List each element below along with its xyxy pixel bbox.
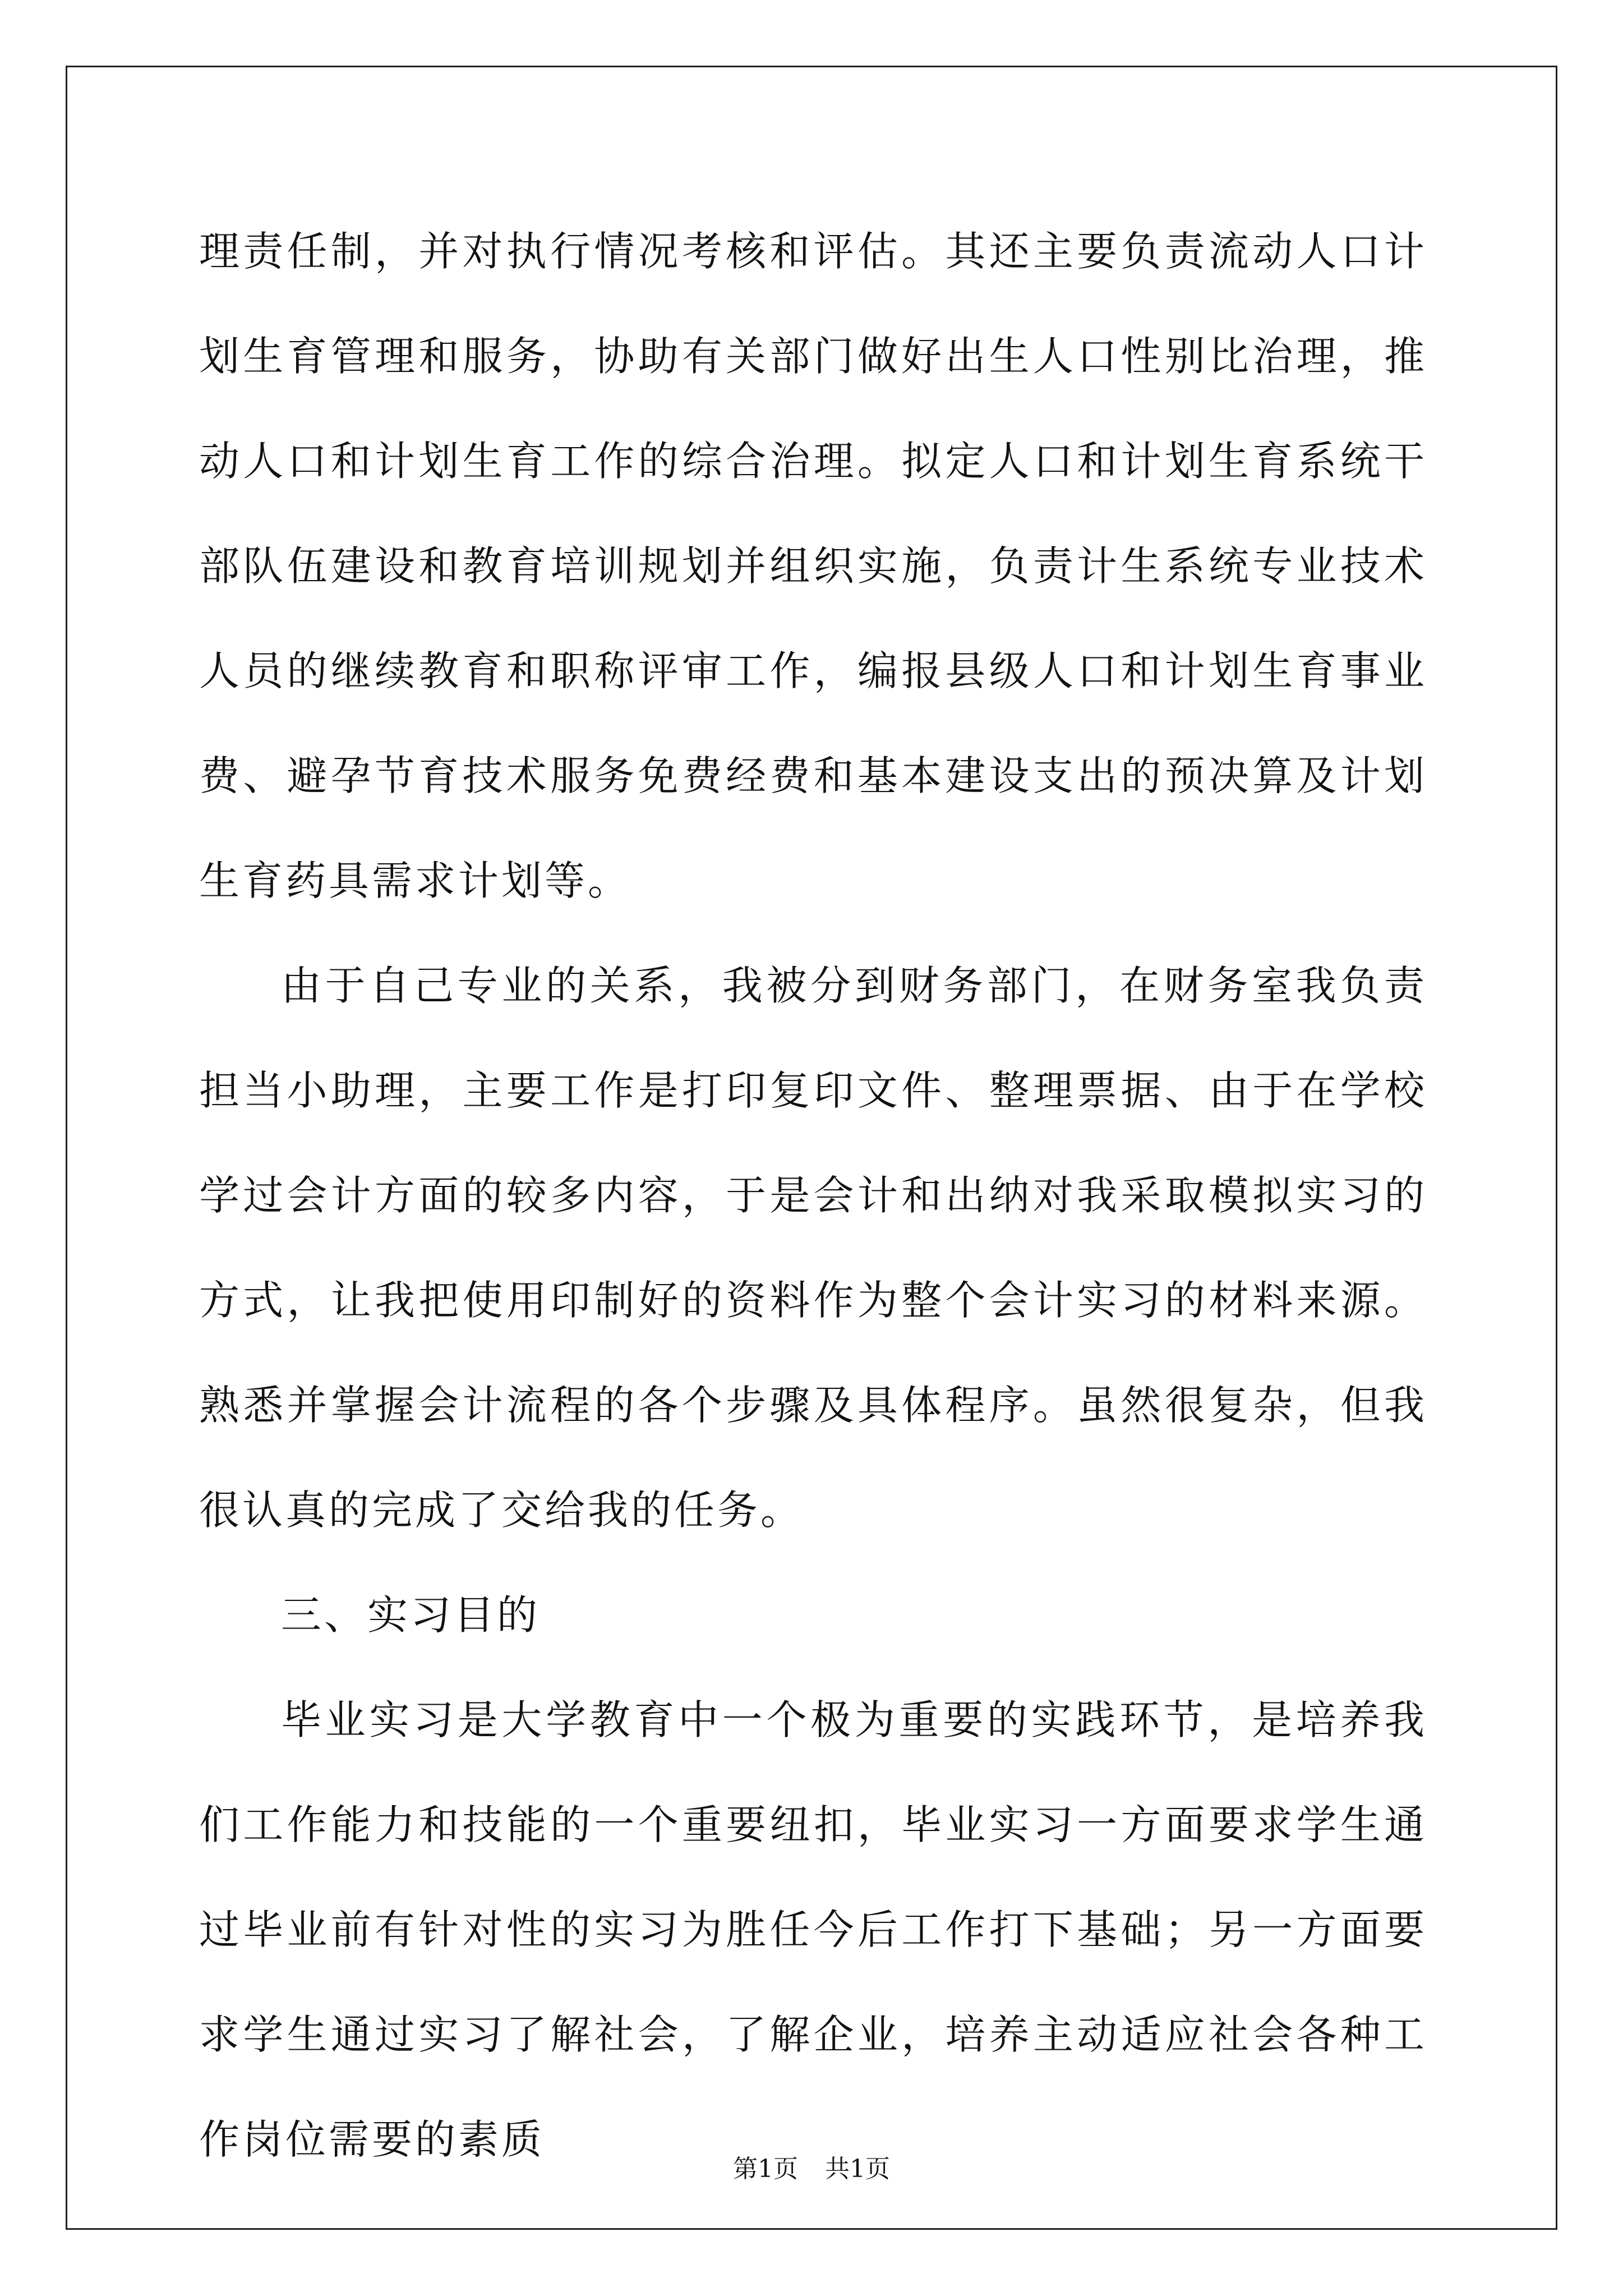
document-body: [199, 199, 1427, 2192]
paragraph-2: 由于自己专业的关系，我被分到财务部门，在财务室我负责担当小助理，主要工作是打印复印文件、整理票据、由于在学校学过会计方面的较多内容，于是会计和出纳对我采取模拟实习的方式，让我把使用印制好的资料作为整个会计实习的材料来源。熟悉并掌握会计流程的各个步骤及具体程序。虽然很复杂，但我很认真的完成了交给我的任务。: [199, 962, 1427, 1534]
paragraph-3: 毕业实习是大学教育中一个极为重要的实践环节，是培养我们工作能力和技能的一个重要纽扣，毕业实习一方面要求学生通过毕业前有针对性的实习为胜任今后工作打下基础；另一方面要求学生通过实习了解社会，了解企业，培养主动适应社会各种工作岗位需要的素质: [199, 1696, 1427, 2163]
paragraph-1: 理责任制，并对执行情况考核和评估。其还主要负责流动人口计划生育管理和服务，协助有关部门做好出生人口性别比治理，推动人口和计划生育工作的综合治理。拟定人口和计划生育系统干部队伍建设和教育培训规划并组织实施，负责计生系统专业技术人员的继续教育和职称评审工作，编报县级人口和计划生育事业费、避孕节育技术服务免费经费和基本建设支出的预决算及计划生育药具需求计划等。: [199, 228, 1427, 904]
page-footer: [0, 2148, 1623, 2184]
section-heading: 三、实习目的: [281, 1591, 541, 1639]
page-total: 共1页: [825, 2155, 890, 2183]
page-number: 第1页: [733, 2155, 798, 2183]
